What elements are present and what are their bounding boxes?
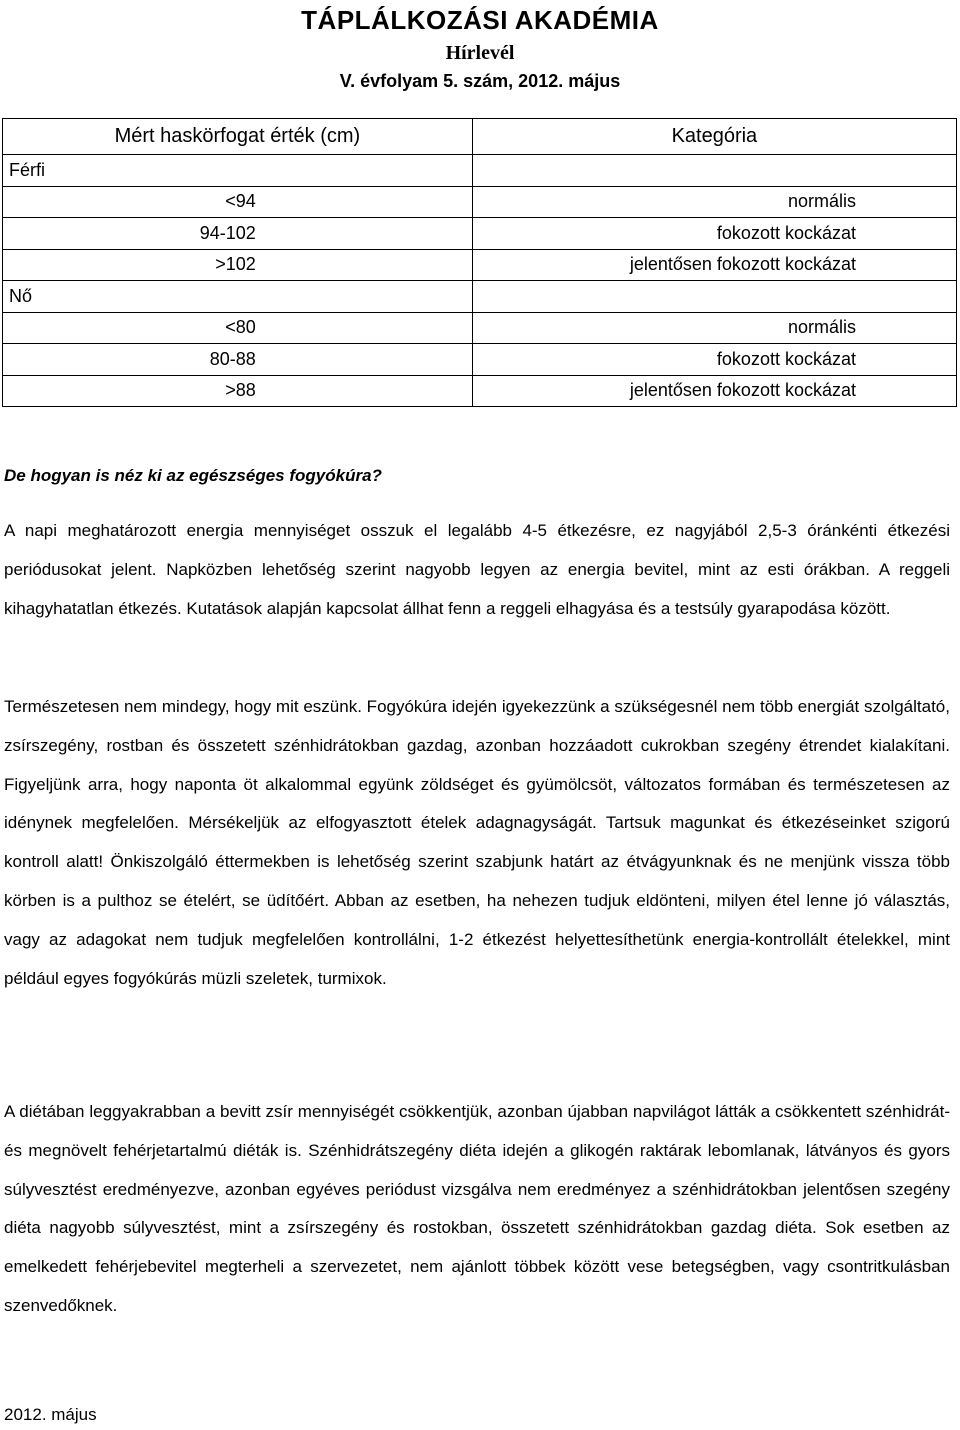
table-header-row [3,119,957,155]
category-cell: normális [472,186,956,218]
measurement-cell: >88 [3,375,473,407]
body-paragraph-1: A napi meghatározott energia mennyiséget osszuk el legalább 4-5 étkezésre, ez nagyjából 2,5-3 óránkénti étkezési periódusokat jelent. Napközben lehetőség szerint nagyobb legyen az energia bevitel, mint az esti órákban. A reggeli kihagyhatatlan étkezés. Kutatások alapján kapcsolat állhat fenn a reggeli elhagyása és a testsúly gyarapodása között. [4,521,950,618]
body-paragraph-3: A diétában leggyakrabban a bevitt zsír mennyiségét csökkentjük, azonban újabban napvilágot látták a csökkentett szénhidrát- és megnövelt fehérjetartalmú diéták is. Szénhidrátszegény diéta idején a glikogén raktárak lebomlanak, látványos és gyors súlyvesztést eredményezve, azonban egyéves periódust vizsgálva nem eredményez a szénhidrátokban jelentősen szegény diéta nagyobb súlyvesztést, mint a zsírszegény és rostokban, összetett szénhidrátokban gazdag diéta. Sok esetben az emelkedett fehérjebevitel megterheli a szervezetet, nem ajánlott többek között vese betegségben, vagy csontritkulásban szenvedőknek. [4,1102,950,1315]
issue-info: V. évfolyam 5. szám, 2012. május [339,71,621,91]
table-row [3,249,957,281]
table-row [3,312,957,344]
group-row-men [3,155,957,187]
category-cell: normális [472,312,956,344]
category-cell: fokozott kockázat [472,218,956,250]
section-heading: De hogyan is néz ki az egészséges fogyókúra? [4,466,382,485]
group-row-women [3,281,957,313]
empty-cell [472,281,956,313]
newsletter-title: TÁPLÁLKOZÁSI AKADÉMIA [301,5,659,35]
newsletter-subtitle: Hírlevél [445,42,515,64]
measurement-cell: >102 [3,249,473,281]
column-header-category: Kategória [472,119,956,155]
footer-date: 2012. május [4,1405,97,1424]
measurement-cell: <80 [3,312,473,344]
empty-cell [472,155,956,187]
measurement-cell: 94-102 [3,218,473,250]
table-row [3,186,957,218]
table-row [3,344,957,376]
body-paragraph-2: Természetesen nem mindegy, hogy mit eszünk. Fogyókúra idején igyekezzünk a szükségesnél nem több energiát szolgáltató, zsírszegény, rostban és összetett szénhidrátokban gazdag, azonban hozzáadott cukrokban szegény étrendet kialakítani. Figyeljünk arra, hogy naponta öt alkalommal együnk zöldséget és gyümölcsöt, változatos formában és természetesen az idénynek megfelelően. Mérsékeljük az elfogyasztott ételek adagnagyságát. Tartsuk magunkat és étkezéseinket szigorú kontroll alatt! Önkiszolgáló éttermekben is lehetőség szerint szabjunk határt az étvágyunknak és ne menjünk vissza több körben is a pulthoz se ételért, se üdítőért. Abban az esetben, ha nehezen tudjuk eldönteni, milyen étel lenne jó választás, vagy az adagokat nem tudjuk megfelelően kontrollálni, 1-2 étkezést helyettesíthetünk energia-kontrollált ételekkel, mint például egyes fogyókúrás müzli szeletek, turmixok. [4,697,950,988]
category-cell: jelentősen fokozott kockázat [472,375,956,407]
table-row [3,218,957,250]
measurement-cell: <94 [3,186,473,218]
group-label-women: Nő [3,281,473,313]
table-row [3,375,957,407]
category-cell: jelentősen fokozott kockázat [472,249,956,281]
group-label-men: Férfi [3,155,473,187]
column-header-measurement: Mért haskörfogat érték (cm) [3,119,473,155]
measurement-cell: 80-88 [3,344,473,376]
category-cell: fokozott kockázat [472,344,956,376]
waist-circumference-table [2,118,957,407]
